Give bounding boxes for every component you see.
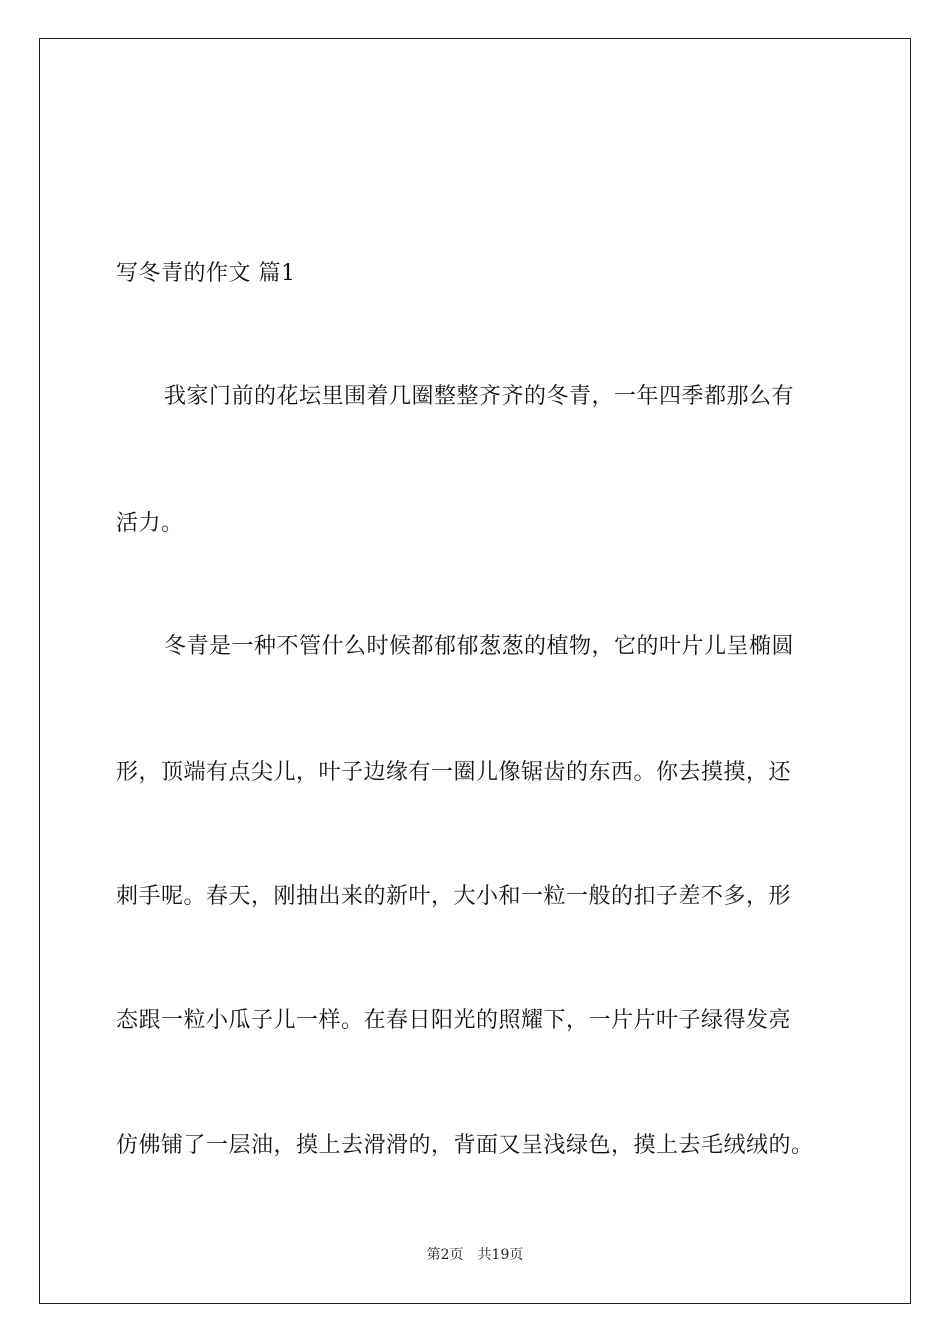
paragraph-2-line-1: 冬青是一种不管什么时候都郁郁葱葱的植物，它的叶片儿呈椭圆 bbox=[164, 634, 795, 659]
paragraph-2-line-4: 态跟一粒小瓜子儿一样。在春日阳光的照耀下，一片片叶子绿得发亮 bbox=[116, 1008, 792, 1033]
paragraph-2-line-3: 刺手呢。春天，刚抽出来的新叶，大小和一粒一般的扣子差不多，形 bbox=[116, 884, 792, 909]
page-number-footer: 第2页 共19页 bbox=[426, 1247, 524, 1263]
document-title: 写冬青的作文 篇1 bbox=[116, 261, 296, 286]
paragraph-1-line-2: 活力。 bbox=[116, 511, 184, 536]
paragraph-2-line-5: 仿佛铺了一层油，摸上去滑滑的，背面又呈浅绿色，摸上去毛绒绒的。 bbox=[116, 1133, 814, 1158]
page-border bbox=[39, 38, 911, 1304]
paragraph-2-line-2: 形，顶端有点尖儿，叶子边缘有一圈儿像锯齿的东西。你去摸摸，还 bbox=[116, 760, 792, 785]
paragraph-1-line-1: 我家门前的花坛里围着几圈整整齐齐的冬青，一年四季都那么有 bbox=[164, 384, 795, 409]
